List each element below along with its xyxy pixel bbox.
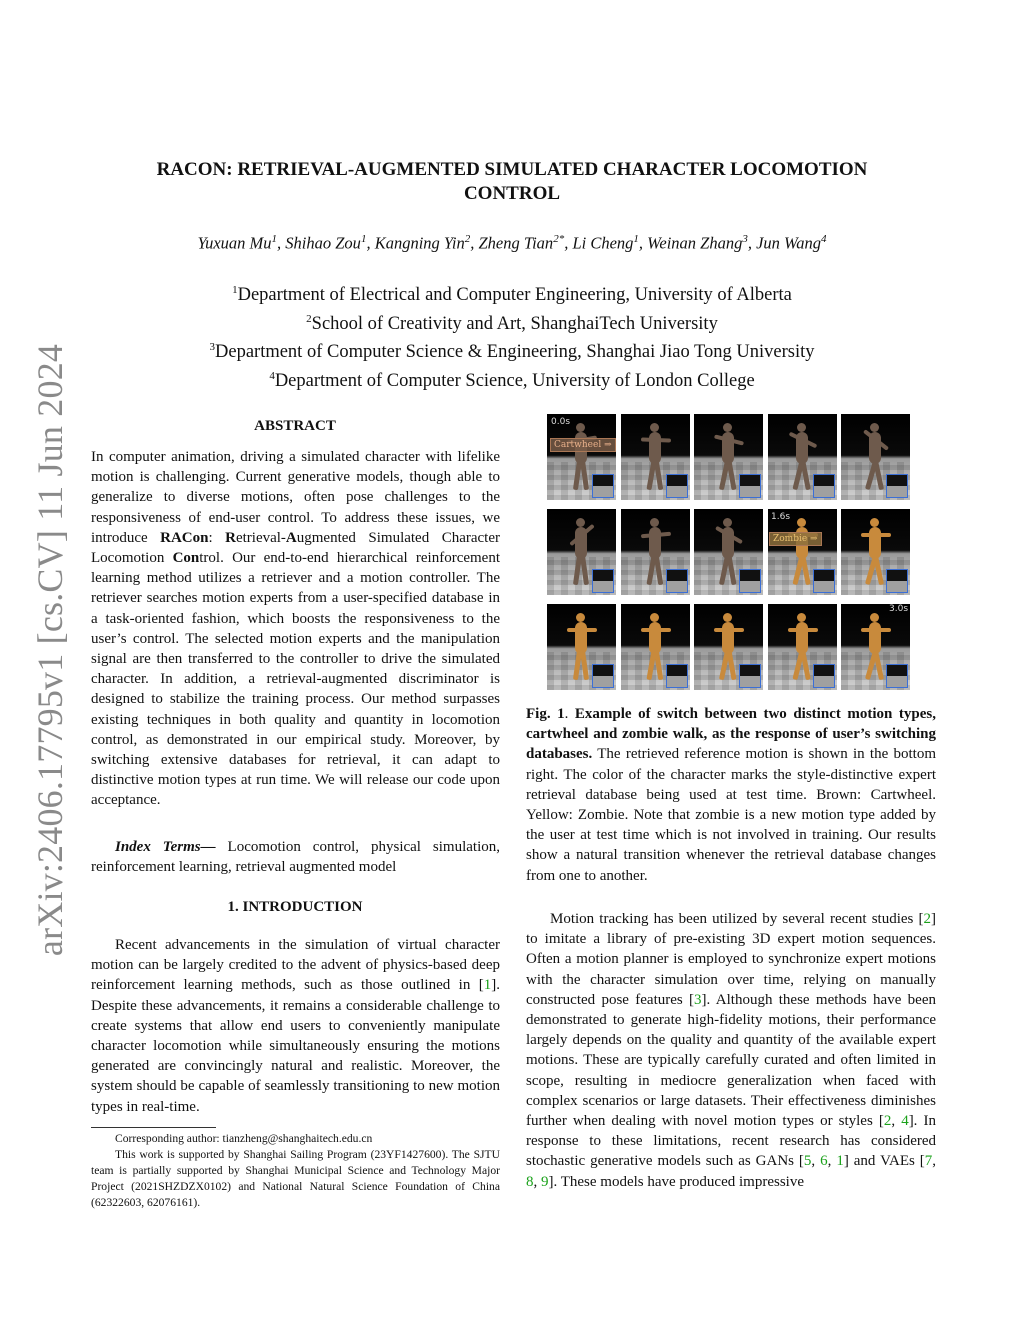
- title-line-2: CONTROL: [463, 183, 561, 204]
- author-name: Shihao Zou: [285, 233, 361, 253]
- character-body: [796, 622, 808, 654]
- retrieved-reference-inset: [666, 474, 688, 498]
- character-body: [649, 432, 661, 464]
- timestamp-label: 0.0s: [551, 417, 571, 427]
- character-arms: [788, 628, 818, 632]
- retrieved-reference-inset: [886, 569, 908, 593]
- footnote-support: This work is supported by Shanghai Sailing Program (23YF1427600). The SJTU team is partially supported by Shanghai Municipal Science and Technology Major Project (2021SHZDZX0102) and National Natural Science Foundation of China (62322603, 62076161).: [91, 1148, 500, 1209]
- retrieved-reference-inset: [592, 474, 614, 498]
- character-leg: [653, 460, 663, 490]
- retrieved-reference-inset: [886, 664, 908, 688]
- character-leg: [726, 460, 736, 490]
- character-arms: [640, 437, 670, 442]
- affiliation-text: Department of Computer Science & Engineering, Shanghai Jiao Tong University: [215, 342, 815, 363]
- right-text-5: ] and VAEs [: [843, 1153, 925, 1170]
- character-leg: [800, 460, 811, 490]
- timestamp-label: 3.0s: [889, 604, 909, 614]
- affiliation-list: [110, 279, 914, 394]
- retrieved-reference-inset: [739, 474, 761, 498]
- author-name: Weinan Zhang: [647, 233, 743, 253]
- right-text-3: ]. Although these methods have been demonstrated to generate high-fidelity motions, their performance largely depends on the quality and quantity of the available expert motions. These are typically carefully curated and often limited in scope, resulting in mediocre generalization when faced with complex scenarios or large datasets. Their effectiveness diminishes further when dealing with novel motion types or styles [: [526, 991, 936, 1130]
- retrieved-reference-inset: [739, 569, 761, 593]
- retrieved-reference-inset: [666, 664, 688, 688]
- citation-link[interactable]: 8: [526, 1173, 534, 1190]
- character-head: [576, 613, 585, 622]
- figure-frame: [841, 509, 910, 595]
- cartwheel-database-label: Cartwheel ⇒: [550, 438, 616, 452]
- affiliation-line: [110, 365, 914, 394]
- author-name: Jun Wang: [756, 233, 822, 253]
- citation-link[interactable]: 6: [820, 1153, 828, 1170]
- citation-link[interactable]: 7: [924, 1153, 933, 1170]
- abstract-heading: ABSTRACT: [254, 418, 336, 434]
- caption-text: The retrieved reference motion is shown in the bottom right. The color of the character marks the style-distinctive expert retrieval database being used at test time. Brown: Cartwheel. Yellow: Zombie. Note that zombie is a new motion type added by the user at test time which is not involved in training. Our results show a natural transition whenever the retrieval database changes from one to another.: [526, 746, 936, 884]
- character-head: [723, 423, 732, 432]
- figure-frame: [694, 509, 763, 595]
- retrieved-reference-inset: [666, 569, 688, 593]
- author-affiliation-mark: 1: [271, 233, 278, 245]
- character-body: [575, 622, 587, 654]
- abstract-colon: :: [208, 529, 226, 546]
- figure-frame: [547, 509, 616, 595]
- author-affiliation-mark: 1: [633, 233, 639, 245]
- affiliation-mark: 2: [306, 312, 312, 325]
- arxiv-id-text: arXiv:2406.17795v1 [cs.CV] 11 Jun 2024: [30, 343, 70, 957]
- citation-separator: ,: [932, 1153, 937, 1170]
- character-leg: [726, 555, 736, 585]
- character-arms: [641, 628, 671, 632]
- character-head: [650, 423, 659, 432]
- citation-link[interactable]: 1: [836, 1153, 844, 1170]
- character-head: [870, 518, 879, 527]
- character-head: [576, 518, 585, 527]
- right-text-6: ]. These models have produced impressive: [548, 1173, 804, 1190]
- author-affiliation-mark: 2*: [553, 233, 565, 245]
- affiliation-mark: 1: [232, 284, 238, 296]
- right-text-1: Motion tracking has been utilized by several recent studies [: [550, 911, 924, 927]
- character-head: [650, 518, 659, 527]
- citation-link[interactable]: 4: [901, 1113, 909, 1130]
- character-body: [649, 622, 661, 654]
- abstract-text-2: trol. Our end-to-end hierarchical reinforcement learning method utilizes a retriever and a motion controller. The retriever searches motion experts from a user-specified database in a task-oriented fashion, which boosts the responsiveness to the user’s control. The selected motion experts and the manipulation signal are then transferred to the controller to drive the simulated character. In addition, a retrieval-augmented discriminator is designed to stabilize the training process. Our method surpasses existing techniques in both quality and quantity in locomotion control, as demonstrated in our empirical study. Moreover, by switching extensive databases for retrieval, it can adapt to distinctive motion types at run time. We will release our code upon acceptance.: [91, 550, 501, 809]
- introduction-heading: 1. INTRODUCTION: [227, 899, 363, 915]
- figure-caption: [526, 704, 936, 886]
- right-text-4: ]. In response to these limitations, recent research has considered stochastic generative models such as GANs [: [526, 1113, 936, 1170]
- character-leg: [580, 460, 589, 490]
- caption-bold: Example of switch between two distinct motion types, cartwheel and zombie walk, as the response of user’s switching databases.: [526, 706, 936, 763]
- character-leg: [873, 555, 884, 585]
- affiliation-mark: 3: [209, 341, 215, 354]
- caption-label: Fig. 1: [526, 706, 565, 722]
- index-terms-text: Locomotion control, physical simulation, reinforcement learning, retrieval augmented model: [91, 839, 500, 876]
- character-arms: [861, 533, 891, 537]
- character-body: [869, 622, 881, 654]
- right-text-2: ] to imitate a library of pre-existing 3D expert motion sequences. Often a motion planner is employed to synchronize expert motions with the character simulation over time, relying on manually constructed pose features [: [526, 911, 936, 1008]
- character-head: [797, 613, 806, 622]
- affiliation-line: [110, 279, 914, 308]
- citation-link[interactable]: 2: [883, 1113, 892, 1130]
- character-head: [723, 518, 732, 527]
- citation-link[interactable]: 3: [694, 991, 702, 1008]
- arxiv-identifier: [20, 343, 80, 957]
- abstract-text-1: In computer animation, driving a simulated character with lifelike motion is challenging. Current generative models, though able to generalize to diverse motions, often pose challenges to the responsiveness of end-user control. To address these issues, we introduce: [91, 449, 500, 546]
- author-affiliation-mark: 1: [360, 233, 367, 245]
- citation-link[interactable]: 1: [483, 977, 492, 994]
- author-name: Li Cheng: [572, 233, 634, 253]
- figure-frame: [694, 604, 763, 690]
- abstract-body: [91, 447, 500, 811]
- retrieved-reference-inset: [813, 664, 835, 688]
- character-arms: [567, 628, 597, 632]
- figure-frame: [768, 414, 837, 500]
- citation-separator: ,: [533, 1173, 541, 1190]
- title-line-1: RACON: RETRIEVAL-AUGMENTED SIMULATED CHARACTER LOCOMOTION: [156, 159, 868, 180]
- footnote-corresponding: Corresponding author: tianzheng@shanghaitech.edu.cn: [115, 1132, 373, 1145]
- citation-link[interactable]: 5: [803, 1153, 812, 1170]
- abstract-a: A: [285, 529, 297, 546]
- character-head: [723, 613, 732, 622]
- retrieved-reference-inset: [886, 474, 908, 498]
- figure-frame: [621, 509, 690, 595]
- citation-separator: ,: [827, 1153, 837, 1170]
- author-affiliation-mark: 2: [464, 233, 471, 245]
- character-arms: [714, 628, 744, 632]
- character-leg: [580, 650, 589, 680]
- character-head: [797, 518, 806, 527]
- abstract-ugmented: ugmented Simulated Character Locomotion: [91, 529, 500, 567]
- figure-frame: [841, 414, 910, 500]
- author-affiliation-mark: 4: [821, 233, 827, 245]
- character-head: [797, 423, 806, 432]
- character-body: [722, 622, 734, 654]
- character-leg: [653, 650, 663, 680]
- figure-1-image: [547, 414, 911, 692]
- character-leg: [653, 555, 663, 585]
- affiliation-line: [110, 308, 914, 337]
- author-name: Zheng Tian: [478, 233, 554, 253]
- character-head: [650, 613, 659, 622]
- retrieved-reference-inset: [813, 569, 835, 593]
- citation-link[interactable]: 9: [541, 1173, 549, 1190]
- character-leg: [800, 650, 811, 680]
- affiliation-text: Department of Computer Science, University of London College: [274, 371, 755, 392]
- character-head: [576, 423, 585, 432]
- author-list: Yuxuan Mu$^1$, Shihao Zou$^1$, Kangning Yin$^2$, Zheng Tian$^{2*}$, Li Cheng$^1$, Weinan Zhang$^3$, Jun Wang$^4$: [197, 233, 827, 253]
- figure-frame: [621, 414, 690, 500]
- affiliation-text: Department of Electrical and Computer Engineering, University of Alberta: [237, 285, 792, 306]
- figure-frame: [694, 414, 763, 500]
- character-leg: [726, 650, 736, 680]
- retrieved-reference-inset: [739, 664, 761, 688]
- character-head: [870, 613, 879, 622]
- author-name: Yuxuan Mu: [197, 233, 272, 253]
- affiliation-line: [110, 336, 914, 365]
- right-column-body: [526, 909, 936, 1192]
- affiliation-mark: 4: [269, 369, 275, 382]
- figure-frame: [841, 604, 910, 690]
- character-leg: [873, 650, 884, 680]
- caption-period: .: [564, 706, 575, 722]
- character-leg: [800, 555, 811, 585]
- character-leg: [580, 555, 589, 585]
- index-terms: [91, 837, 500, 877]
- paper-title: [110, 158, 914, 206]
- retrieved-reference-inset: [592, 664, 614, 688]
- index-terms-label: Index Terms—: [115, 839, 216, 855]
- retrieved-reference-inset: [592, 569, 614, 593]
- footnote-rule: [91, 1127, 216, 1128]
- timestamp-label: 1.6s: [771, 512, 791, 522]
- citation-link[interactable]: 2: [923, 911, 931, 927]
- figure-frame: [768, 604, 837, 690]
- intro-text-2: ]. Despite these advancements, it remains a considerable challenge to create systems that allow end users to conveniently manipulate character locomotion while simultaneously ensuring the motions generated are convincingly natural and realistic. Moreover, the system should be capable of seamlessly transitioning to new motion types in real-time.: [91, 977, 500, 1115]
- author-affiliation-mark: 3: [742, 233, 748, 245]
- abstract-con: Con: [172, 550, 200, 567]
- figure-frame: [621, 604, 690, 690]
- affiliation-text: School of Creativity and Art, ShanghaiTech University: [311, 313, 718, 334]
- character-head: [870, 423, 879, 432]
- abstract-r: R: [225, 529, 236, 546]
- retrieved-reference-inset: [813, 474, 835, 498]
- author-name: Kangning Yin: [374, 233, 465, 253]
- zombie-database-label: Zombie ⇒: [769, 532, 822, 546]
- abstract-racon: RACon: [160, 529, 209, 546]
- citation-separator: ,: [891, 1113, 902, 1130]
- character-leg: [873, 460, 884, 490]
- intro-text-1: Recent advancements in the simulation of virtual character motion can be largely credited to the advent of physics-based deep reinforcement learning methods, such as those outlined in [: [91, 937, 500, 994]
- figure-frame: [547, 604, 616, 690]
- character-body: [869, 527, 881, 559]
- citation-separator: ,: [811, 1153, 821, 1170]
- introduction-body: [91, 935, 500, 1117]
- abstract-etrieval: etrieval-: [235, 529, 286, 546]
- character-arms: [861, 628, 891, 632]
- footnotes: [91, 1131, 500, 1211]
